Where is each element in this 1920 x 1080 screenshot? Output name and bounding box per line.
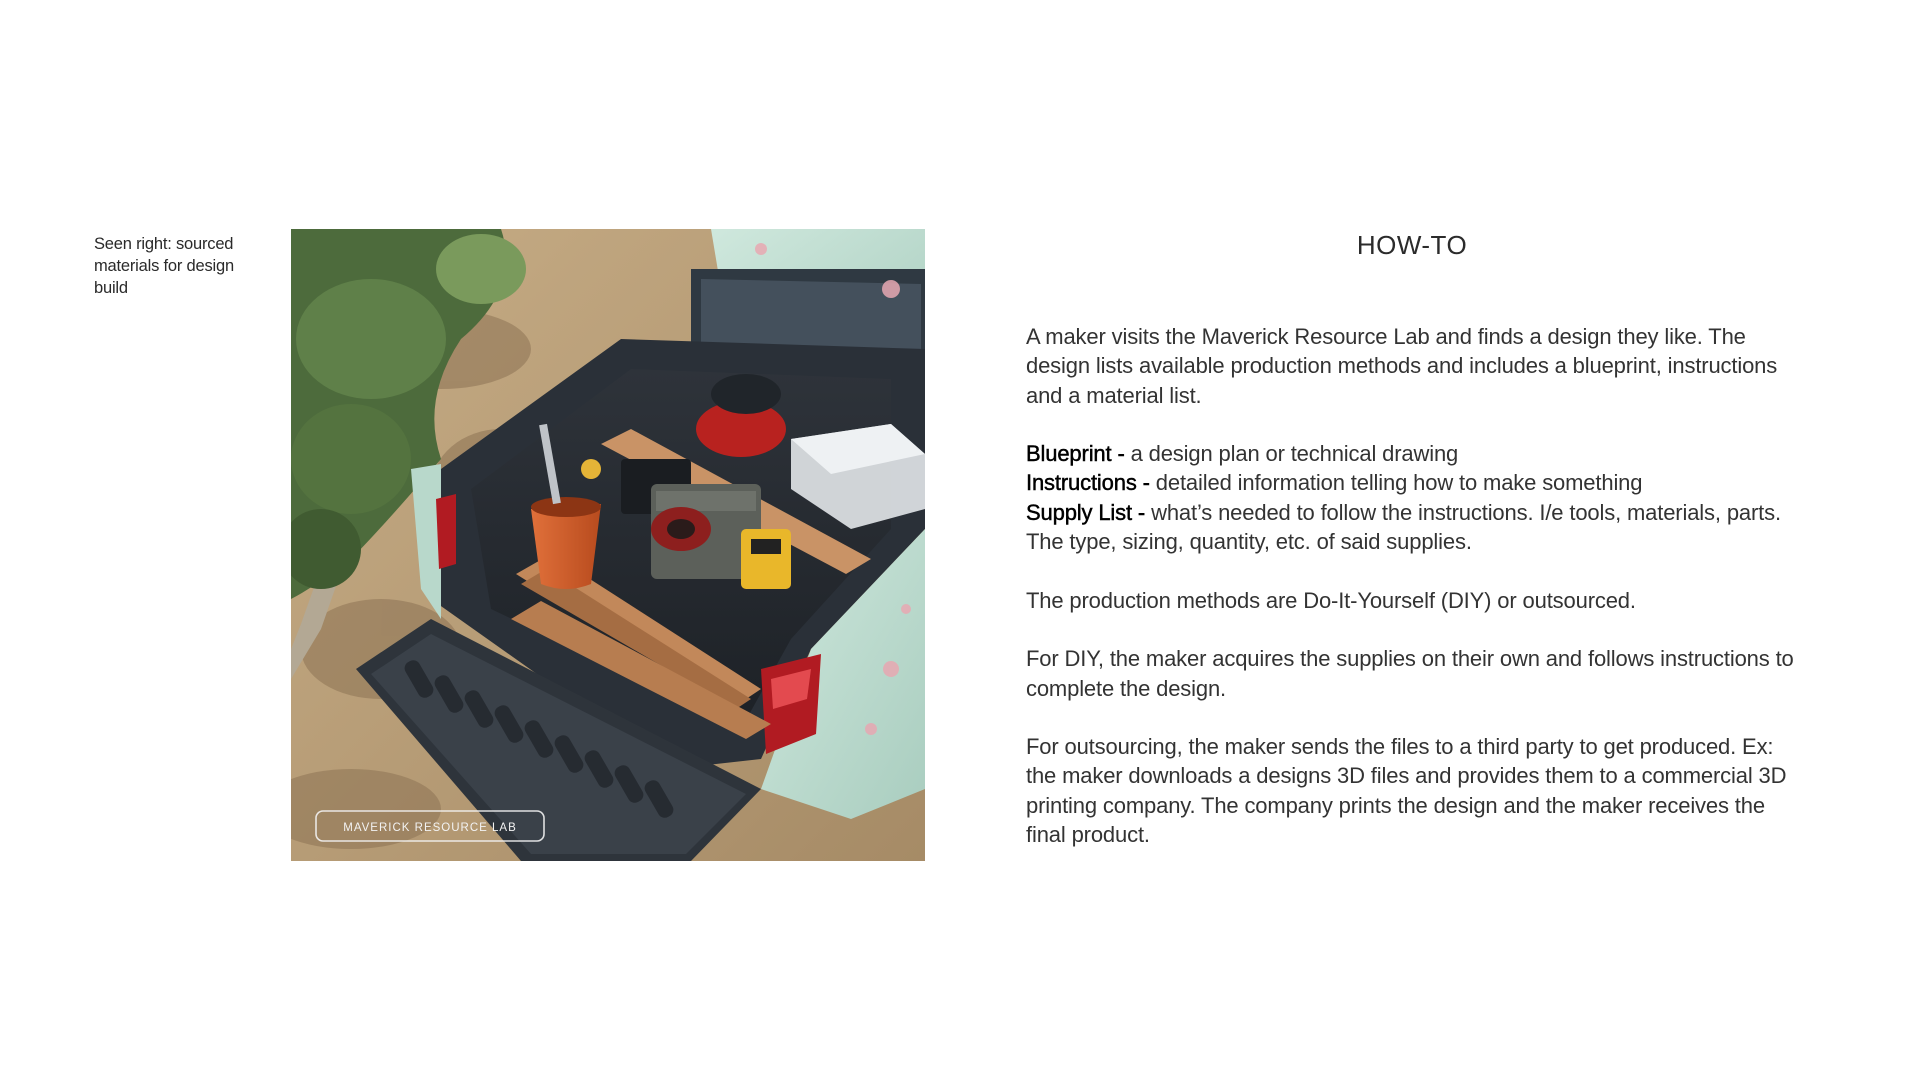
outsourcing-paragraph: For outsourcing, the maker sends the files to a third party to get produced. Ex: the maker downloads a designs 3D files and provides them to a commercial 3D printing company. The company prints the design and the maker receives the final product. [1026, 734, 1787, 848]
watermark-text: MAVERICK RESOURCE LAB [343, 822, 517, 834]
intro-paragraph: A maker visits the Maverick Resource Lab and finds a design they like. The design lists available production methods and includes a blueprint, instructions and a material list. [1026, 324, 1778, 408]
methods-paragraph: The production methods are Do-It-Yourself (DIY) or outsourced. [1026, 587, 1636, 613]
body-text [1026, 322, 1806, 879]
truck-bed-photo [291, 229, 925, 861]
photo-caption: Seen right: sourced materials for design build [94, 235, 234, 297]
definition-text: what’s needed to follow the instructions. I/e tools, materials, parts. The type, sizing, quantity, etc. of said supplies. [1026, 499, 1781, 555]
definition-item [1026, 439, 1806, 468]
truck-bed-illustration [291, 229, 925, 861]
section-heading: HOW-TO [1356, 230, 1468, 260]
definition-term: Instructions - [1026, 470, 1156, 496]
definitions-list [1026, 439, 1806, 556]
definition-term: Blueprint - [1026, 441, 1131, 467]
definition-item [1026, 468, 1806, 497]
definition-text: a design plan or technical drawing [1130, 441, 1459, 467]
diy-paragraph: For DIY, the maker acquires the supplies on their own and follows instructions to complete the design. [1026, 646, 1794, 701]
definition-item [1026, 498, 1806, 557]
definition-term: Supply List - [1026, 499, 1152, 525]
definition-text: detailed information telling how to make something [1155, 470, 1643, 496]
